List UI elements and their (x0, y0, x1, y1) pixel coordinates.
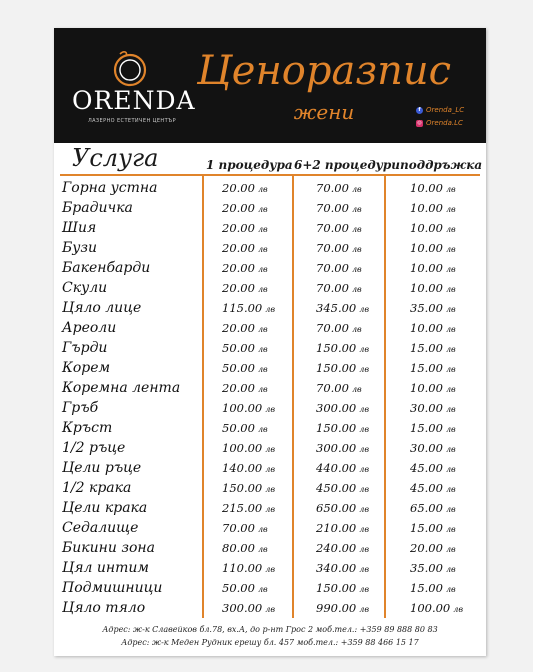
service-name: Цял интим (62, 560, 149, 576)
price-one-procedure (222, 298, 275, 320)
price-maintenance (410, 378, 456, 400)
service-name: Кръст (62, 420, 113, 436)
currency-unit: лв (445, 265, 456, 274)
service-name: Скули (62, 280, 108, 296)
price-package (316, 518, 369, 540)
price-value: 70.00 (316, 221, 349, 235)
service-name: Бузи (62, 240, 98, 256)
currency-unit: лв (257, 285, 268, 294)
instagram-icon: ◎ (417, 119, 422, 126)
price-package (316, 338, 369, 360)
price-value: 70.00 (316, 201, 349, 215)
service-name: Корем (62, 360, 111, 376)
currency-unit: лв (265, 565, 275, 574)
price-value: 10.00 (410, 241, 443, 255)
price-value: 240.00 (316, 541, 357, 555)
price-value: 35.00 (410, 561, 443, 575)
currency-unit: лв (257, 585, 268, 594)
currency-unit: лв (265, 505, 275, 514)
currency-unit: лв (359, 525, 369, 534)
currency-unit: лв (257, 425, 268, 434)
price-value: 70.00 (316, 261, 349, 275)
price-value: 20.00 (222, 201, 255, 215)
facebook-handle: Orenda_LC (426, 106, 465, 114)
table-row (54, 418, 486, 438)
currency-unit: лв (359, 545, 369, 554)
currency-unit: лв (445, 465, 456, 474)
currency-unit: лв (257, 205, 268, 214)
price-value: 150.00 (316, 581, 357, 595)
currency-unit: лв (351, 205, 362, 214)
currency-unit: лв (359, 585, 369, 594)
price-list-sheet (54, 28, 486, 656)
price-one-procedure (222, 218, 268, 240)
currency-unit: лв (445, 185, 456, 194)
price-value: 65.00 (410, 501, 443, 515)
price-maintenance (410, 478, 456, 500)
price-maintenance (410, 218, 456, 240)
currency-unit: лв (445, 325, 456, 334)
currency-unit: лв (445, 305, 456, 314)
currency-unit: лв (359, 565, 369, 574)
price-maintenance (410, 278, 456, 300)
price-value: 50.00 (222, 421, 255, 435)
currency-unit: лв (265, 605, 275, 614)
currency-unit: лв (265, 485, 275, 494)
column-header-maintenance: поддръжка (400, 158, 483, 172)
price-value: 10.00 (410, 381, 443, 395)
price-one-procedure (222, 398, 275, 420)
currency-unit: лв (359, 345, 369, 354)
price-package (316, 258, 362, 280)
price-value: 10.00 (410, 261, 443, 275)
price-package (316, 238, 362, 260)
service-name: Цяло тяло (62, 600, 146, 616)
currency-unit: лв (445, 285, 456, 294)
price-value: 215.00 (222, 501, 263, 515)
price-one-procedure (222, 518, 268, 540)
price-package (316, 558, 369, 580)
table-row (54, 358, 486, 378)
price-maintenance (410, 198, 456, 220)
price-value: 30.00 (410, 401, 443, 415)
currency-unit: лв (257, 185, 268, 194)
service-name: Седалище (62, 520, 139, 536)
price-value: 15.00 (410, 361, 443, 375)
price-maintenance (410, 538, 456, 560)
orenda-logo-icon (108, 46, 152, 90)
service-name: Бикини зона (62, 540, 156, 556)
price-value: 20.00 (222, 381, 255, 395)
currency-unit: лв (265, 405, 275, 414)
price-value: 100.00 (222, 441, 263, 455)
table-row (54, 578, 486, 598)
footer-address-1: Адрес: ж-к Славейков бл.78, вх.А, до р-нт Грос 2 моб.тел.: +359 89 888 80 83 (102, 625, 438, 634)
table-row (54, 378, 486, 398)
currency-unit: лв (445, 225, 456, 234)
service-name: 1/2 ръце (62, 440, 126, 456)
currency-unit: лв (453, 605, 463, 614)
page-subtitle: жени (293, 100, 355, 124)
instagram-link[interactable] (416, 119, 463, 127)
currency-unit: лв (445, 445, 456, 454)
price-value: 990.00 (316, 601, 357, 615)
table-row (54, 558, 486, 578)
currency-unit: лв (445, 385, 456, 394)
price-one-procedure (222, 258, 268, 280)
currency-unit: лв (265, 445, 275, 454)
service-name: Коремна лента (62, 380, 181, 396)
currency-unit: лв (359, 425, 369, 434)
price-one-procedure (222, 578, 268, 600)
price-value: 45.00 (410, 481, 443, 495)
currency-unit: лв (257, 365, 268, 374)
price-value: 45.00 (410, 461, 443, 475)
price-one-procedure (222, 418, 268, 440)
currency-unit: лв (351, 285, 362, 294)
service-name: Ареоли (62, 320, 117, 336)
currency-unit: лв (257, 265, 268, 274)
price-value: 650.00 (316, 501, 357, 515)
currency-unit: лв (257, 245, 268, 254)
price-value: 150.00 (316, 361, 357, 375)
currency-unit: лв (257, 225, 268, 234)
currency-unit: лв (359, 365, 369, 374)
price-one-procedure (222, 378, 268, 400)
price-package (316, 198, 362, 220)
header-banner (54, 28, 486, 143)
currency-unit: лв (257, 525, 268, 534)
price-value: 15.00 (410, 421, 443, 435)
price-maintenance (410, 398, 456, 420)
header-divider (60, 174, 480, 176)
service-name: Горна устна (62, 180, 158, 196)
price-value: 210.00 (316, 521, 357, 535)
price-value: 70.00 (222, 521, 255, 535)
price-value: 140.00 (222, 461, 263, 475)
brand-name: ORENDA (72, 86, 196, 115)
price-value: 150.00 (316, 421, 357, 435)
price-value: 15.00 (410, 341, 443, 355)
currency-unit: лв (359, 405, 369, 414)
price-value: 20.00 (222, 261, 255, 275)
instagram-handle: Orenda.LC (426, 119, 463, 127)
column-header-service: Услуга (72, 144, 159, 172)
price-value: 20.00 (222, 321, 255, 335)
price-value: 70.00 (316, 281, 349, 295)
brand-tagline: ЛАЗЕРНО ЕСТЕТИЧЕН ЦЕНТЪР (87, 118, 177, 124)
price-maintenance (410, 438, 456, 460)
currency-unit: лв (257, 385, 268, 394)
price-value: 50.00 (222, 361, 255, 375)
price-value: 20.00 (222, 281, 255, 295)
currency-unit: лв (445, 245, 456, 254)
price-value: 50.00 (222, 341, 255, 355)
currency-unit: лв (445, 505, 456, 514)
table-row (54, 298, 486, 318)
price-value: 10.00 (410, 321, 443, 335)
currency-unit: лв (351, 385, 362, 394)
currency-unit: лв (359, 305, 369, 314)
column-header-package: 6+2 процедури (294, 158, 400, 172)
price-one-procedure (222, 498, 275, 520)
price-one-procedure (222, 238, 268, 260)
price-value: 300.00 (316, 401, 357, 415)
footer-address-2: Адрес: ж-к Меден Рудник ерешу бл. 457 моб.тел.: +359 88 466 15 17 (121, 638, 419, 647)
service-name: Цяло лице (62, 300, 142, 316)
currency-unit: лв (359, 485, 369, 494)
price-one-procedure (222, 598, 275, 620)
service-name: Подмишници (62, 580, 163, 596)
price-value: 100.00 (222, 401, 263, 415)
currency-unit: лв (445, 585, 456, 594)
table-row (54, 478, 486, 498)
price-package (316, 498, 369, 520)
price-one-procedure (222, 338, 268, 360)
service-name: Гръб (62, 400, 99, 416)
table-row (54, 318, 486, 338)
service-name: Бакенбарди (62, 260, 151, 276)
service-name: Гърди (62, 340, 108, 356)
price-one-procedure (222, 458, 275, 480)
price-value: 10.00 (410, 281, 443, 295)
price-maintenance (410, 578, 456, 600)
price-value: 10.00 (410, 201, 443, 215)
price-value: 70.00 (316, 381, 349, 395)
price-value: 115.00 (222, 301, 263, 315)
table-row (54, 538, 486, 558)
price-maintenance (410, 418, 456, 440)
table-row (54, 398, 486, 418)
service-name: 1/2 крака (62, 480, 132, 496)
currency-unit: лв (257, 325, 268, 334)
price-package (316, 218, 362, 240)
currency-unit: лв (445, 405, 456, 414)
currency-unit: лв (351, 245, 362, 254)
currency-unit: лв (445, 485, 456, 494)
price-one-procedure (222, 538, 268, 560)
price-package (316, 358, 369, 380)
currency-unit: лв (351, 325, 362, 334)
price-package (316, 278, 362, 300)
table-row (54, 258, 486, 278)
price-value: 300.00 (222, 601, 263, 615)
price-one-procedure (222, 318, 268, 340)
price-value: 15.00 (410, 521, 443, 535)
price-one-procedure (222, 478, 275, 500)
price-maintenance (410, 558, 456, 580)
price-package (316, 458, 369, 480)
price-package (316, 178, 362, 200)
currency-unit: лв (445, 545, 456, 554)
service-name: Брадичка (62, 200, 133, 216)
table-row (54, 458, 486, 478)
price-value: 70.00 (316, 181, 349, 195)
table-row (54, 598, 486, 618)
currency-unit: лв (265, 305, 275, 314)
price-maintenance (410, 178, 456, 200)
price-one-procedure (222, 178, 268, 200)
table-row (54, 218, 486, 238)
price-value: 340.00 (316, 561, 357, 575)
price-one-procedure (222, 558, 275, 580)
price-value: 20.00 (410, 541, 443, 555)
price-maintenance (410, 458, 456, 480)
price-package (316, 578, 369, 600)
price-maintenance (410, 298, 456, 320)
price-value: 345.00 (316, 301, 357, 315)
price-value: 35.00 (410, 301, 443, 315)
currency-unit: лв (257, 545, 268, 554)
currency-unit: лв (359, 505, 369, 514)
price-value: 20.00 (222, 181, 255, 195)
price-value: 440.00 (316, 461, 357, 475)
price-value: 150.00 (222, 481, 263, 495)
table-row (54, 338, 486, 358)
price-value: 450.00 (316, 481, 357, 495)
price-value: 20.00 (222, 221, 255, 235)
currency-unit: лв (359, 465, 369, 474)
price-maintenance (410, 338, 456, 360)
price-maintenance (410, 358, 456, 380)
price-value: 70.00 (316, 321, 349, 335)
table-row (54, 198, 486, 218)
currency-unit: лв (359, 445, 369, 454)
price-value: 15.00 (410, 581, 443, 595)
currency-unit: лв (351, 225, 362, 234)
currency-unit: лв (257, 345, 268, 354)
price-value: 30.00 (410, 441, 443, 455)
price-value: 100.00 (410, 601, 451, 615)
price-one-procedure (222, 438, 275, 460)
price-value: 70.00 (316, 241, 349, 255)
facebook-icon: f (416, 107, 423, 114)
price-value: 10.00 (410, 221, 443, 235)
table-row (54, 498, 486, 518)
service-name: Цели ръце (62, 460, 142, 476)
price-package (316, 478, 369, 500)
price-package (316, 298, 369, 320)
currency-unit: лв (265, 465, 275, 474)
price-package (316, 538, 369, 560)
price-value: 50.00 (222, 581, 255, 595)
price-maintenance (410, 258, 456, 280)
price-package (316, 318, 362, 340)
currency-unit: лв (445, 205, 456, 214)
price-one-procedure (222, 358, 268, 380)
price-table (54, 178, 486, 618)
price-value: 20.00 (222, 241, 255, 255)
table-row (54, 518, 486, 538)
currency-unit: лв (445, 345, 456, 354)
service-name: Цели крака (62, 500, 148, 516)
table-row (54, 178, 486, 198)
currency-unit: лв (445, 565, 456, 574)
price-maintenance (410, 518, 456, 540)
table-row (54, 278, 486, 298)
service-name: Шия (62, 220, 97, 236)
price-maintenance (410, 238, 456, 260)
price-package (316, 398, 369, 420)
price-maintenance (410, 318, 456, 340)
table-row (54, 438, 486, 458)
currency-unit: лв (351, 185, 362, 194)
price-package (316, 438, 369, 460)
price-value: 150.00 (316, 341, 357, 355)
page-title: Ценоразпис (196, 48, 452, 94)
facebook-link[interactable] (416, 106, 464, 114)
currency-unit: лв (359, 605, 369, 614)
price-package (316, 598, 369, 620)
currency-unit: лв (445, 525, 456, 534)
price-package (316, 378, 362, 400)
price-one-procedure (222, 198, 268, 220)
price-value: 110.00 (222, 561, 263, 575)
column-header-one-procedure: 1 процедура (206, 158, 293, 172)
currency-unit: лв (351, 265, 362, 274)
currency-unit: лв (445, 425, 456, 434)
table-row (54, 238, 486, 258)
price-value: 10.00 (410, 181, 443, 195)
price-one-procedure (222, 278, 268, 300)
price-package (316, 418, 369, 440)
price-value: 300.00 (316, 441, 357, 455)
price-maintenance (410, 598, 463, 620)
price-maintenance (410, 498, 456, 520)
currency-unit: лв (445, 365, 456, 374)
price-value: 80.00 (222, 541, 255, 555)
